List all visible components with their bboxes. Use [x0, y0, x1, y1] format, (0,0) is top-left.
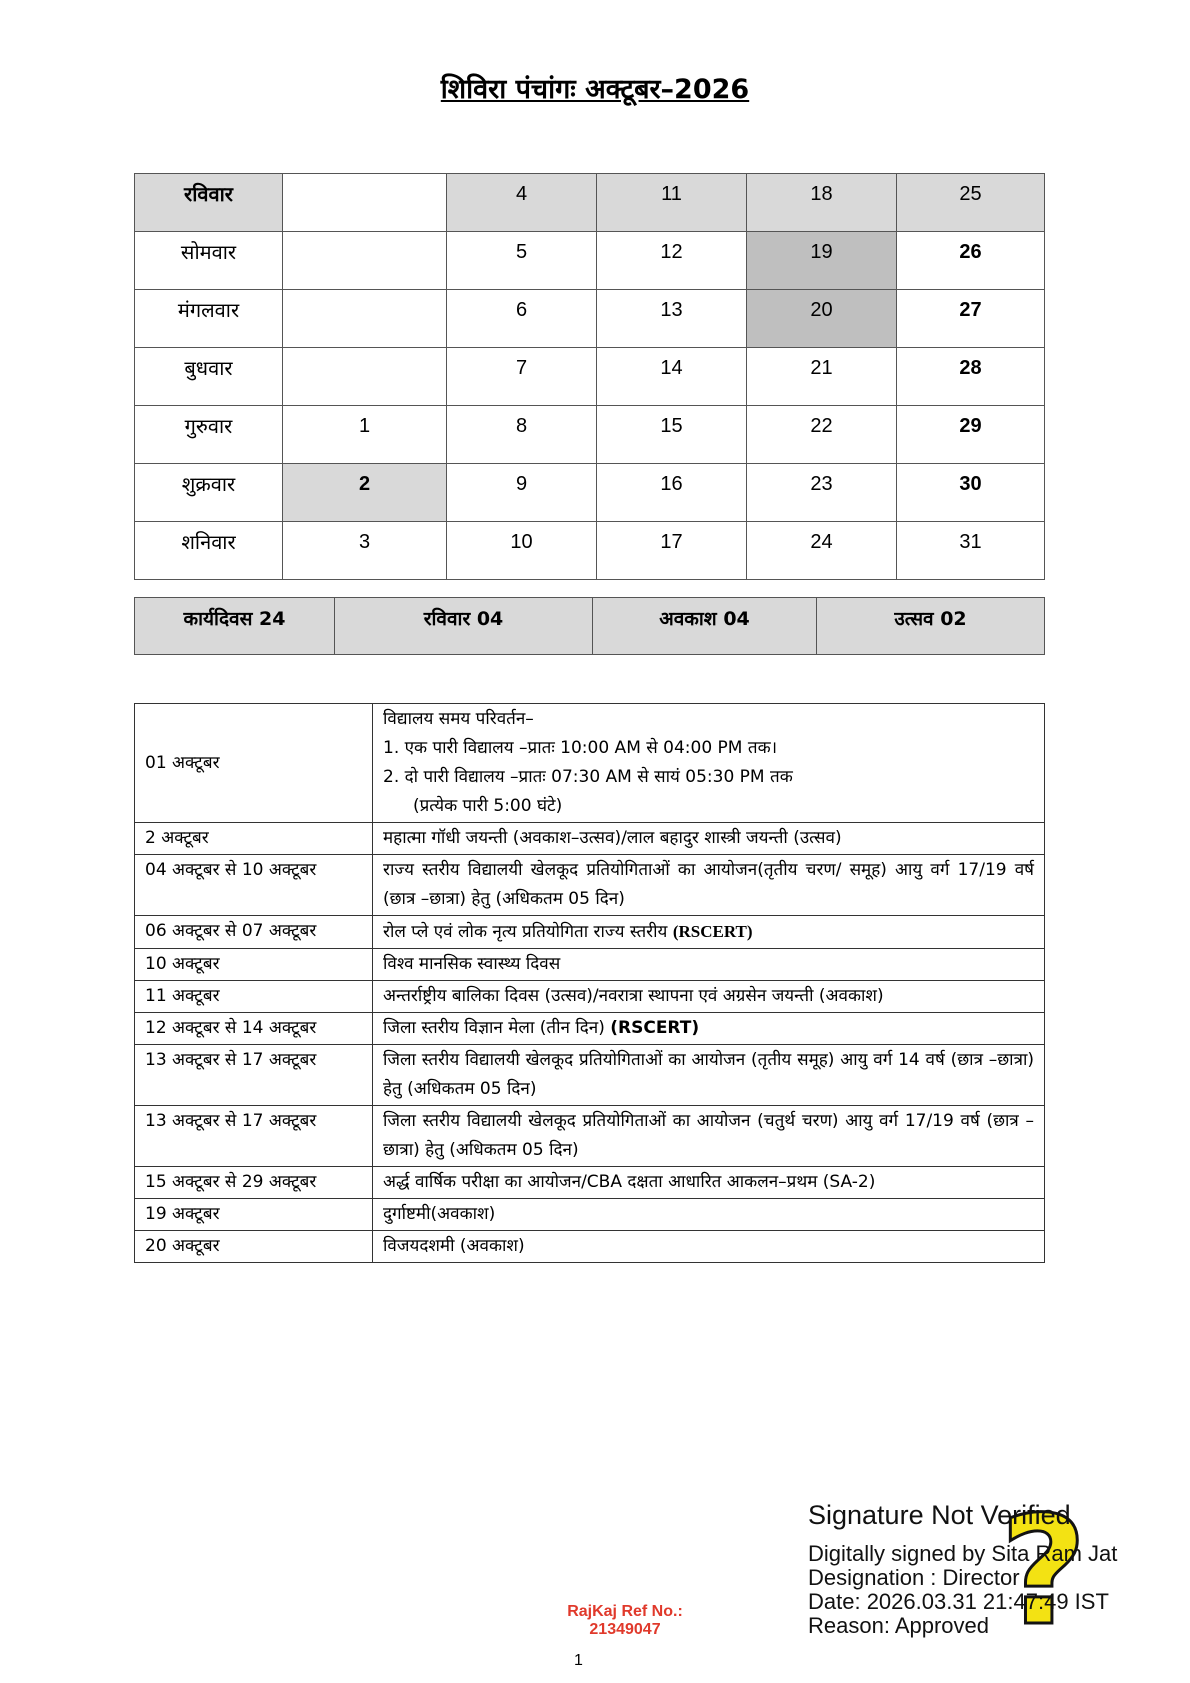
- date-cell: 15: [597, 406, 747, 464]
- summary-row: [134, 597, 1045, 655]
- event-row: [135, 1013, 1045, 1045]
- date-cell: 3: [283, 522, 447, 580]
- event-line: रोल प्ले एवं लोक नृत्य प्रतियोगिता राज्य स्तरीय: [383, 922, 668, 942]
- date-cell: 16: [597, 464, 747, 522]
- date-cell: 22: [747, 406, 897, 464]
- signature-signed-by: Digitally signed by Sita Ram Jat: [808, 1541, 1118, 1566]
- reference-number: 21349047: [589, 1621, 661, 1638]
- signature-unverified-icon: ?: [1000, 1485, 1088, 1659]
- event-line: 2. दो पारी विद्यालय –प्रातः 07:30 AM से सायं 05:30 PM तक: [383, 767, 793, 787]
- working-days-count: कार्यदिवस 24: [135, 598, 335, 655]
- reference-label: RajKaj Ref No.:: [567, 1603, 683, 1620]
- event-description: विश्व मानसिक स्वास्थ्य दिवस: [373, 949, 1045, 981]
- calendar-row-wednesday: [135, 348, 1045, 406]
- event-description: विजयदशमी (अवकाश): [373, 1231, 1045, 1263]
- date-cell: 29: [897, 406, 1045, 464]
- event-date: 01 अक्टूबर: [135, 704, 373, 823]
- day-label: सोमवार: [135, 232, 283, 290]
- event-date: 19 अक्टूबर: [135, 1199, 373, 1231]
- date-cell: [283, 290, 447, 348]
- event-description: अर्द्ध वार्षिक परीक्षा का आयोजन/CBA दक्षता आधारित आकलन–प्रथम (SA-2): [373, 1167, 1045, 1199]
- calendar-row-monday: [135, 232, 1045, 290]
- event-date: 15 अक्टूबर से 29 अक्टूबर: [135, 1167, 373, 1199]
- calendar-row-tuesday: [135, 290, 1045, 348]
- date-cell: [283, 174, 447, 232]
- rajkaj-reference: [540, 1603, 710, 1639]
- event-row: [135, 855, 1045, 916]
- event-date: 10 अक्टूबर: [135, 949, 373, 981]
- date-cell: 6: [447, 290, 597, 348]
- calendar-table: [134, 173, 1045, 580]
- event-tag: (RSCERT): [610, 1018, 700, 1038]
- date-cell: 10: [447, 522, 597, 580]
- date-cell: 18: [747, 174, 897, 232]
- title-text: शिविरा पंचांगः अक्टूबर–2026: [440, 74, 750, 105]
- events-table: [134, 703, 1045, 1263]
- day-label: गुरुवार: [135, 406, 283, 464]
- event-line: जिला स्तरीय विज्ञान मेला (तीन दिन): [383, 1018, 605, 1038]
- event-row: [135, 1167, 1045, 1199]
- event-line: 1. एक पारी विद्यालय –प्रातः 10:00 AM से 04:00 PM तक।: [383, 738, 778, 758]
- event-row: [135, 981, 1045, 1013]
- event-date: 04 अक्टूबर से 10 अक्टूबर: [135, 855, 373, 916]
- date-cell: 11: [597, 174, 747, 232]
- signature-status: Signature Not Verified: [808, 1500, 1071, 1530]
- date-cell: 2: [283, 464, 447, 522]
- date-cell: 14: [597, 348, 747, 406]
- event-row: [135, 1231, 1045, 1263]
- event-row: [135, 949, 1045, 981]
- date-cell: 21: [747, 348, 897, 406]
- event-line: (प्रत्येक पारी 5:00 घंटे): [413, 796, 563, 816]
- event-date: 2 अक्टूबर: [135, 823, 373, 855]
- signature-reason: Reason: Approved: [808, 1613, 990, 1638]
- date-cell: 25: [897, 174, 1045, 232]
- sundays-count: रविवार 04: [335, 598, 593, 655]
- date-cell: 5: [447, 232, 597, 290]
- calendar-row-friday: [135, 464, 1045, 522]
- date-cell: 8: [447, 406, 597, 464]
- date-cell: 31: [897, 522, 1045, 580]
- calendar-row-thursday: [135, 406, 1045, 464]
- date-cell: 30: [897, 464, 1045, 522]
- date-cell: 27: [897, 290, 1045, 348]
- event-date: 12 अक्टूबर से 14 अक्टूबर: [135, 1013, 373, 1045]
- event-row: [135, 704, 1045, 823]
- event-tag: (RSCERT): [672, 922, 753, 941]
- date-cell: [283, 348, 447, 406]
- event-row: [135, 1106, 1045, 1167]
- page-number: 1: [574, 1652, 583, 1669]
- date-cell: 9: [447, 464, 597, 522]
- date-cell: 24: [747, 522, 897, 580]
- date-cell: 1: [283, 406, 447, 464]
- event-description: राज्य स्तरीय विद्यालयी खेलकूद प्रतियोगिताओं का आयोजन(तृतीय चरण/ समूह) आयु वर्ग 17/19 वर्ष (छात्र –छात्रा) हेतु (अधिकतम 05 दिन): [373, 855, 1045, 916]
- event-date: 20 अक्टूबर: [135, 1231, 373, 1263]
- event-date: 11 अक्टूबर: [135, 981, 373, 1013]
- day-label: मंगलवार: [135, 290, 283, 348]
- festivals-count: उत्सव 02: [817, 598, 1045, 655]
- event-description: जिला स्तरीय विद्यालयी खेलकूद प्रतियोगिताओं का आयोजन (तृतीय समूह) आयु वर्ग 14 वर्ष (छात्र –छात्रा) हेतु (अधिकतम 05 दिन): [373, 1045, 1045, 1106]
- event-description: [373, 1013, 1045, 1045]
- calendar-row-saturday: [135, 522, 1045, 580]
- day-label: शनिवार: [135, 522, 283, 580]
- event-description: दुर्गाष्टमी(अवकाश): [373, 1199, 1045, 1231]
- signature-date: Date: 2026.03.31 21:47:49 IST: [808, 1589, 1109, 1614]
- event-row: [135, 1045, 1045, 1106]
- date-cell: 7: [447, 348, 597, 406]
- event-row: [135, 916, 1045, 949]
- date-cell: [283, 232, 447, 290]
- date-cell: 20: [747, 290, 897, 348]
- digital-signature-block: [808, 1500, 1117, 1638]
- date-cell: 17: [597, 522, 747, 580]
- holidays-count: अवकाश 04: [593, 598, 817, 655]
- event-description: जिला स्तरीय विद्यालयी खेलकूद प्रतियोगिताओं का आयोजन (चतुर्थ चरण) आयु वर्ग 17/19 वर्ष (छात्र –छात्रा) हेतु (अधिकतम 05 दिन): [373, 1106, 1045, 1167]
- event-description: अन्तर्राष्ट्रीय बालिका दिवस (उत्सव)/नवरात्रा स्थापना एवं अग्रसेन जयन्ती (अवकाश): [373, 981, 1045, 1013]
- event-row: [135, 1199, 1045, 1231]
- day-label: रविवार: [135, 174, 283, 232]
- date-cell: 26: [897, 232, 1045, 290]
- event-line: विद्यालय समय परिवर्तन–: [383, 709, 534, 729]
- page-title: [0, 72, 1190, 108]
- day-label: बुधवार: [135, 348, 283, 406]
- event-description: [373, 704, 1045, 823]
- date-cell: 13: [597, 290, 747, 348]
- event-description: [373, 916, 1045, 949]
- date-cell: 23: [747, 464, 897, 522]
- day-label: शुक्रवार: [135, 464, 283, 522]
- date-cell: 4: [447, 174, 597, 232]
- date-cell: 12: [597, 232, 747, 290]
- calendar-row-sunday: [135, 174, 1045, 232]
- event-date: 13 अक्टूबर से 17 अक्टूबर: [135, 1045, 373, 1106]
- date-cell: 19: [747, 232, 897, 290]
- event-date: 13 अक्टूबर से 17 अक्टूबर: [135, 1106, 373, 1167]
- event-date: 06 अक्टूबर से 07 अक्टूबर: [135, 916, 373, 949]
- event-row: [135, 823, 1045, 855]
- signature-designation: Designation : Director: [808, 1565, 1020, 1590]
- date-cell: 28: [897, 348, 1045, 406]
- event-description: महात्मा गॉधी जयन्ती (अवकाश–उत्सव)/लाल बहादुर शास्त्री जयन्ती (उत्सव): [373, 823, 1045, 855]
